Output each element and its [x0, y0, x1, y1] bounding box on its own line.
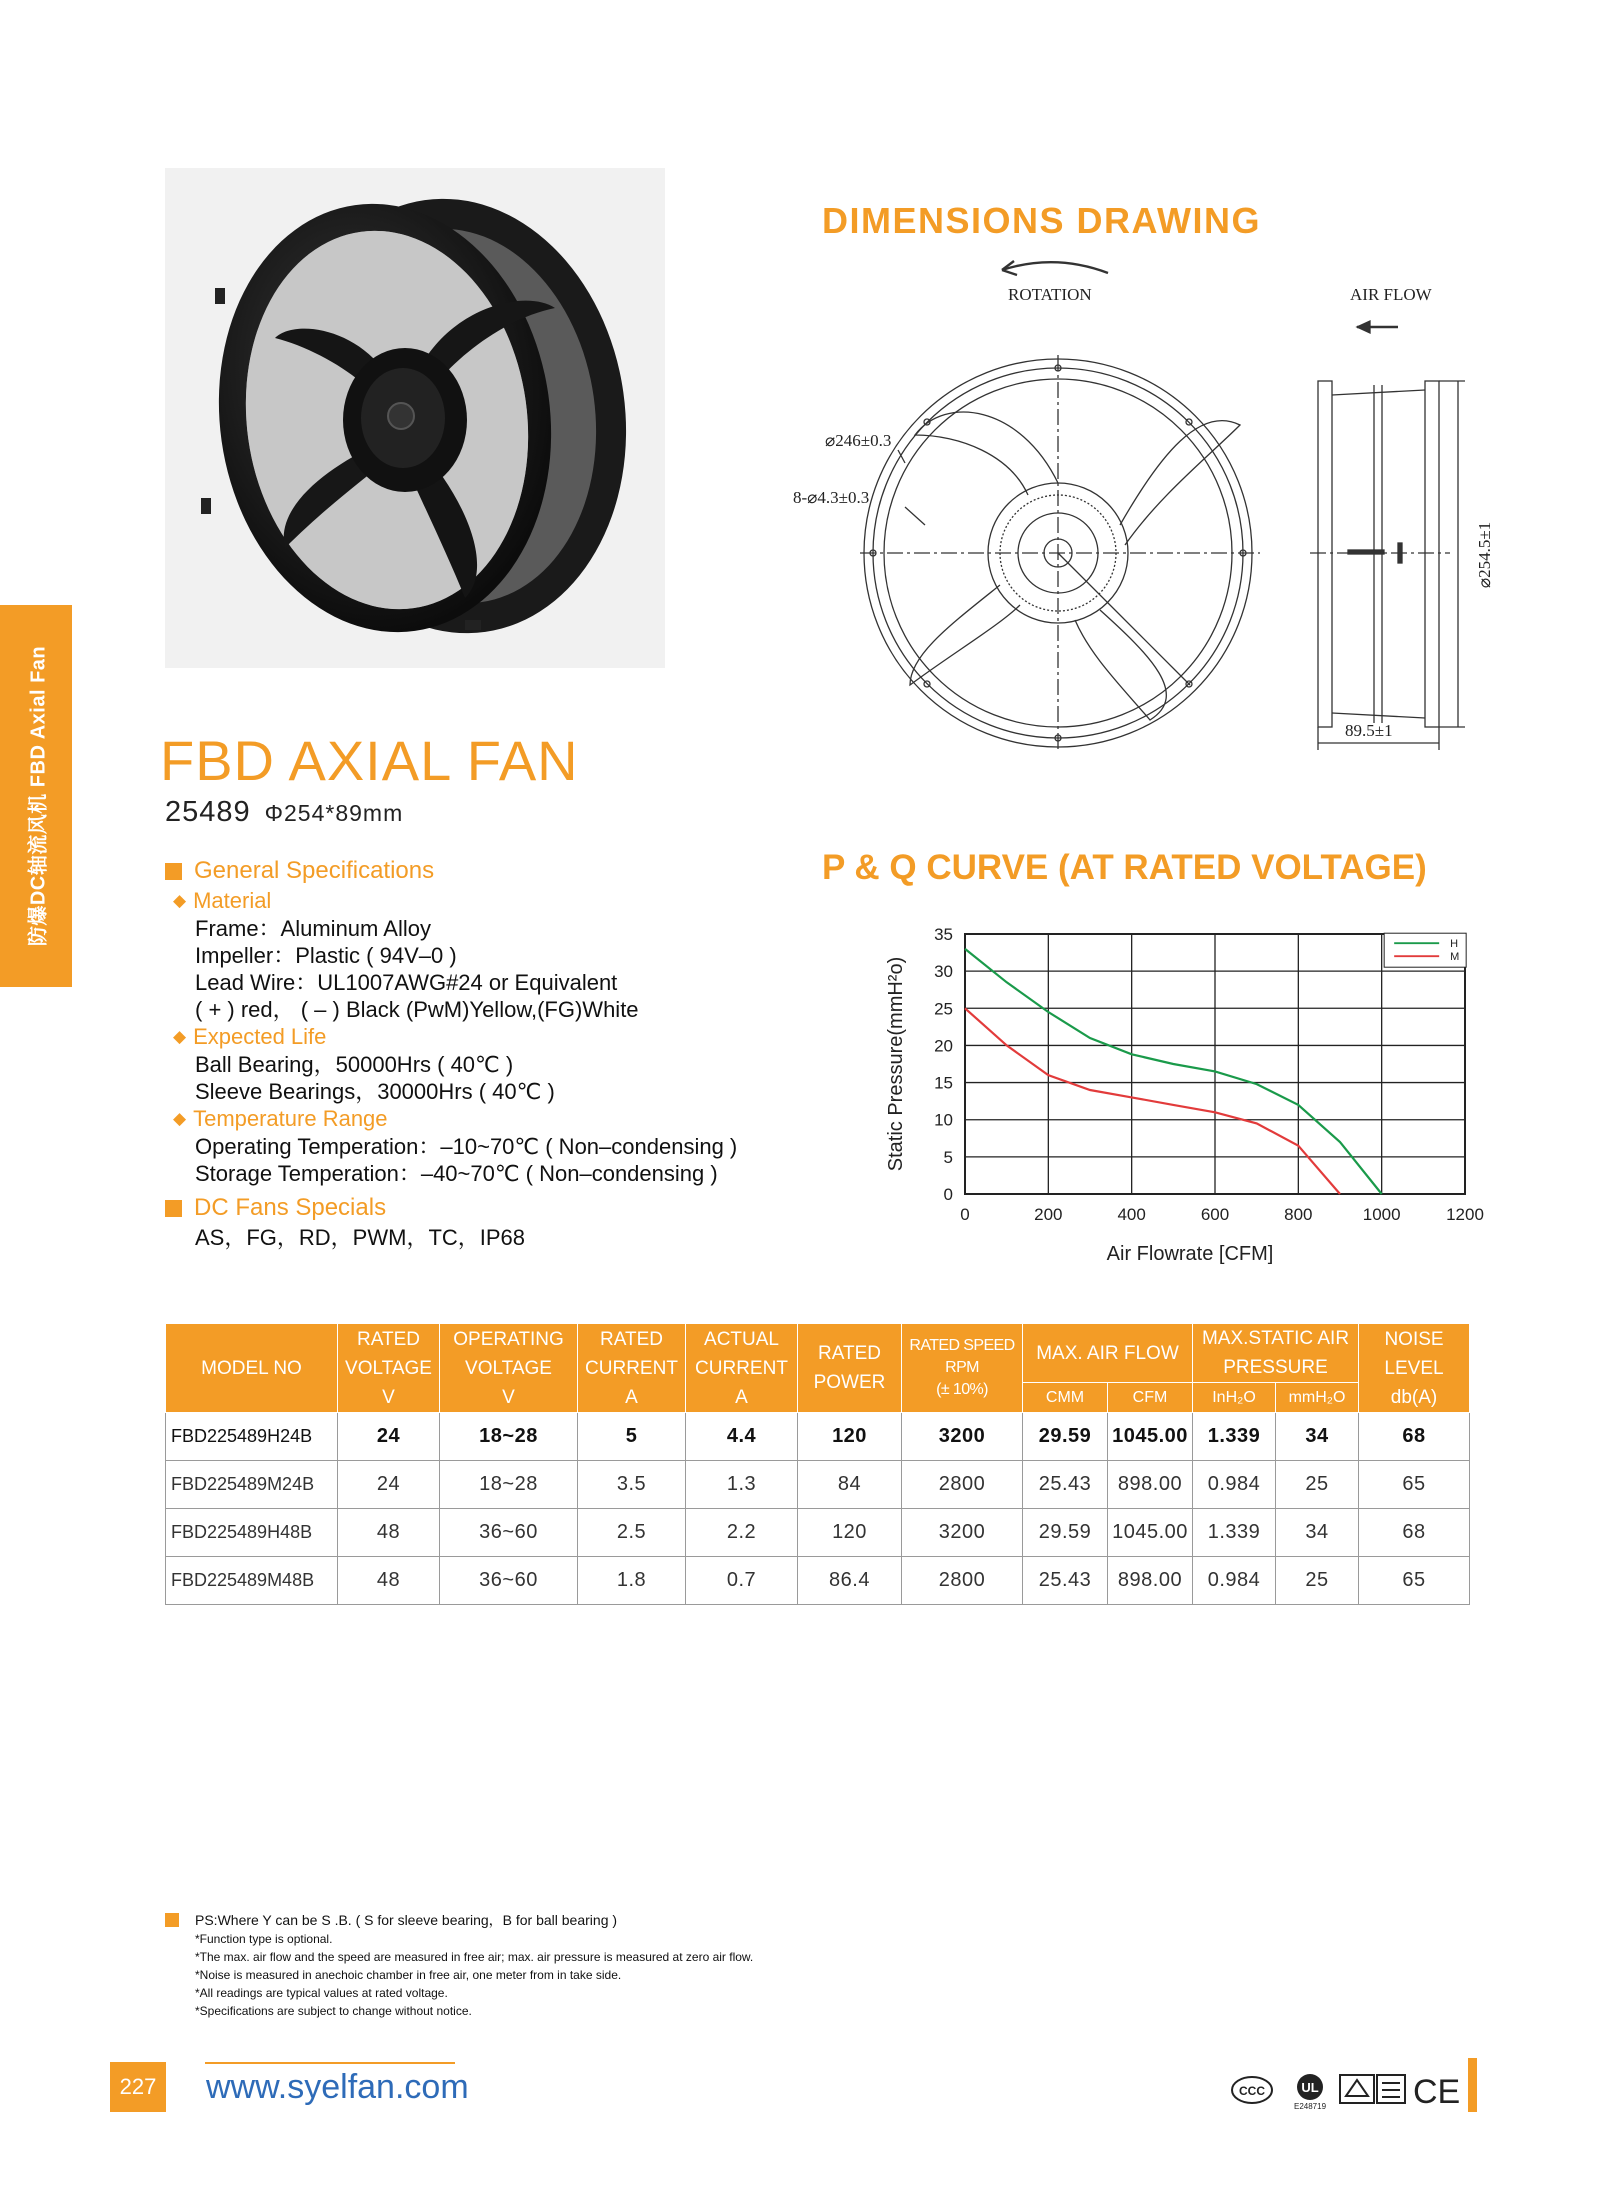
table-row: FBD225489M24B 24 18~28 3.5 1.3 84 2800 25.43 898.00 0.984 25 65: [166, 1461, 1470, 1509]
certification-marks: [1230, 2070, 1470, 2110]
pq-chart-svg: [870, 920, 1490, 1290]
pq-chart: [870, 920, 1490, 1290]
x-tick-label: 600: [1200, 1205, 1230, 1224]
spec-line: Ball Bearing，50000Hrs ( 40℃ ): [195, 1052, 514, 1077]
model-size: Φ254*89mm: [264, 800, 404, 826]
header-cfm: CFM: [1108, 1383, 1193, 1413]
table-row: FBD225489M48B 48 36~60 1.8 0.7 86.4 2800 25.43 898.00 0.984 25 65: [166, 1557, 1470, 1605]
dimensions-title: DIMENSIONS DRAWING: [822, 200, 1262, 241]
note-line: *Function type is optional.: [195, 1932, 333, 1946]
y-tick-label: 20: [934, 1036, 953, 1056]
spec-line: Operating Temperation：–10~70℃ ( Non–condensing ): [195, 1134, 738, 1159]
general-specs-heading: General Specifications: [165, 855, 865, 887]
svg-text:CE: CE: [1413, 2073, 1461, 2110]
dimensions-drawing: [770, 255, 1500, 755]
y-tick-label: 30: [934, 962, 953, 982]
header-max-air-flow: MAX. AIR FLOW: [1023, 1324, 1193, 1383]
series-line-M: [965, 1008, 1340, 1194]
dim-outer-label: ⌀246±0.3: [825, 431, 892, 450]
x-tick-label: 200: [1034, 1205, 1063, 1224]
spec-line: Frame：Aluminum Alloy: [195, 916, 431, 941]
page-number: 227: [110, 2062, 166, 2112]
y-tick-label: 25: [934, 999, 953, 1019]
diamond-bullet-icon: ◆: [173, 891, 187, 910]
footer-accent-bar: [1468, 2058, 1477, 2112]
note-line: *Noise is measured in anechoic chamber in free air, one meter from in take side.: [195, 1968, 622, 1982]
airflow-label: AIR FLOW: [1350, 285, 1432, 304]
spec-line: Lead Wire：UL1007AWG#24 or Equivalent: [195, 970, 618, 995]
svg-text:E248719: E248719: [1293, 2102, 1327, 2110]
header-model: MODEL NO: [166, 1324, 338, 1413]
cert-logos: [1230, 2070, 1470, 2110]
diamond-bullet-icon: ◆: [173, 1109, 187, 1128]
pq-curve-title: P & Q CURVE (AT RATED VOLTAGE): [822, 848, 1427, 887]
dim-height-label: ⌀254.5±1: [1475, 521, 1494, 589]
note-line: *The max. air flow and the speed are measured in free air; max. air pressure is measured at zero air flow.: [195, 1950, 754, 1964]
header-rated-voltage: RATED VOLTAGE V: [338, 1324, 440, 1413]
header-noise-level: NOISE LEVEL db(A): [1359, 1324, 1470, 1413]
fan-photo-illustration: [165, 168, 665, 668]
dim-holes-label: 8-⌀4.3±0.3: [793, 488, 870, 507]
life-heading: ◆ Expected Life: [173, 1024, 327, 1049]
ul-icon: [1294, 2074, 1327, 2110]
header-actual-current: ACTUAL CURRENT A: [686, 1324, 798, 1413]
general-specifications: [165, 855, 865, 1251]
legend-label-M: M: [1450, 951, 1460, 964]
dc-specials-heading: DC Fans Specials: [165, 1192, 865, 1224]
product-title: FBD AXIAL FAN: [160, 729, 579, 792]
y-axis-label: Static Pressure(mmH²o): [885, 956, 907, 1172]
header-max-static-pressure: MAX.STATIC AIR PRESSURE: [1193, 1324, 1359, 1383]
y-tick-label: 5: [943, 1147, 953, 1167]
header-inh2o: InH₂O: [1193, 1383, 1276, 1413]
spec-line: ( + ) red， ( – ) Black (PwM)Yellow,(FG)White: [195, 997, 639, 1022]
product-photo: [165, 168, 665, 668]
x-axis-label: Air Flowrate [CFM]: [1106, 1243, 1274, 1265]
square-bullet-icon: [165, 863, 182, 880]
footer-divider: [205, 2062, 455, 2064]
square-bullet-icon: [165, 1913, 179, 1927]
specs-table: [165, 1323, 1470, 1605]
ps-note: PS:Where Y can be S .B. ( S for sleeve bearing，B for ball bearing ): [165, 1910, 1065, 1930]
table-row: FBD225489H48B 48 36~60 2.5 2.2 120 3200 29.59 1045.00 1.339 34 68: [166, 1509, 1470, 1557]
material-heading: ◆ Material: [173, 888, 272, 913]
spec-line: Impeller：Plastic ( 94V–0 ): [195, 943, 457, 968]
header-operating-voltage: OPERATING VOLTAGE V: [440, 1324, 578, 1413]
technical-drawing: [770, 255, 1500, 755]
note-line: *Specifications are subject to change without notice.: [195, 2004, 472, 2018]
x-tick-label: 0: [960, 1205, 970, 1224]
model-number: 25489: [165, 796, 251, 828]
dim-depth-label: 89.5±1: [1345, 721, 1393, 740]
spec-line: Storage Temperation：–40~70℃ ( Non–condensing ): [195, 1161, 718, 1186]
x-tick-label: 800: [1284, 1205, 1313, 1224]
ce-icon: [1413, 2073, 1460, 2110]
diamond-bullet-icon: ◆: [173, 1027, 187, 1046]
svg-text:CCC: CCC: [1239, 2084, 1265, 2098]
x-tick-label: 1000: [1362, 1205, 1401, 1224]
square-bullet-icon: [165, 1200, 182, 1217]
table-row: FBD225489H24B 24 18~28 5 4.4 120 3200 29.59 1045.00 1.339 34 68: [166, 1413, 1470, 1461]
header-rated-power: RATED POWER: [798, 1324, 902, 1413]
header-rated-speed: RATED SPEED RPM (± 10%): [902, 1324, 1023, 1413]
ccc-icon: [1232, 2077, 1272, 2103]
header-mmh2o: mmH₂O: [1276, 1383, 1359, 1413]
side-tab: [0, 605, 72, 987]
svg-text:UL: UL: [1301, 2080, 1319, 2095]
note-line: *All readings are typical values at rated voltage.: [195, 1986, 448, 2000]
spec-line: AS，FG，RD，PWM，TC，IP68: [195, 1225, 526, 1250]
temperature-heading: ◆ Temperature Range: [173, 1106, 388, 1131]
header-cmm: CMM: [1023, 1383, 1108, 1413]
model-line: [165, 796, 403, 829]
y-tick-label: 15: [934, 1073, 953, 1093]
spec-line: Sleeve Bearings，30000Hrs ( 40℃ ): [195, 1079, 555, 1104]
tuv-icon: [1340, 2075, 1405, 2103]
x-tick-label: 400: [1117, 1205, 1146, 1224]
legend-label-H: H: [1450, 938, 1459, 951]
y-tick-label: 35: [934, 925, 953, 944]
website-link[interactable]: www.syelfan.com: [206, 2068, 469, 2106]
rotation-label: ROTATION: [1008, 285, 1092, 304]
side-tab-label: 防爆DC轴流风机 FBD Axial Fan: [27, 645, 50, 947]
y-tick-label: 10: [934, 1110, 953, 1130]
x-tick-label: 1200: [1446, 1205, 1484, 1224]
notes: [165, 1910, 1065, 2020]
y-tick-label: 0: [943, 1185, 953, 1204]
header-rated-current: RATED CURRENT A: [578, 1324, 686, 1413]
